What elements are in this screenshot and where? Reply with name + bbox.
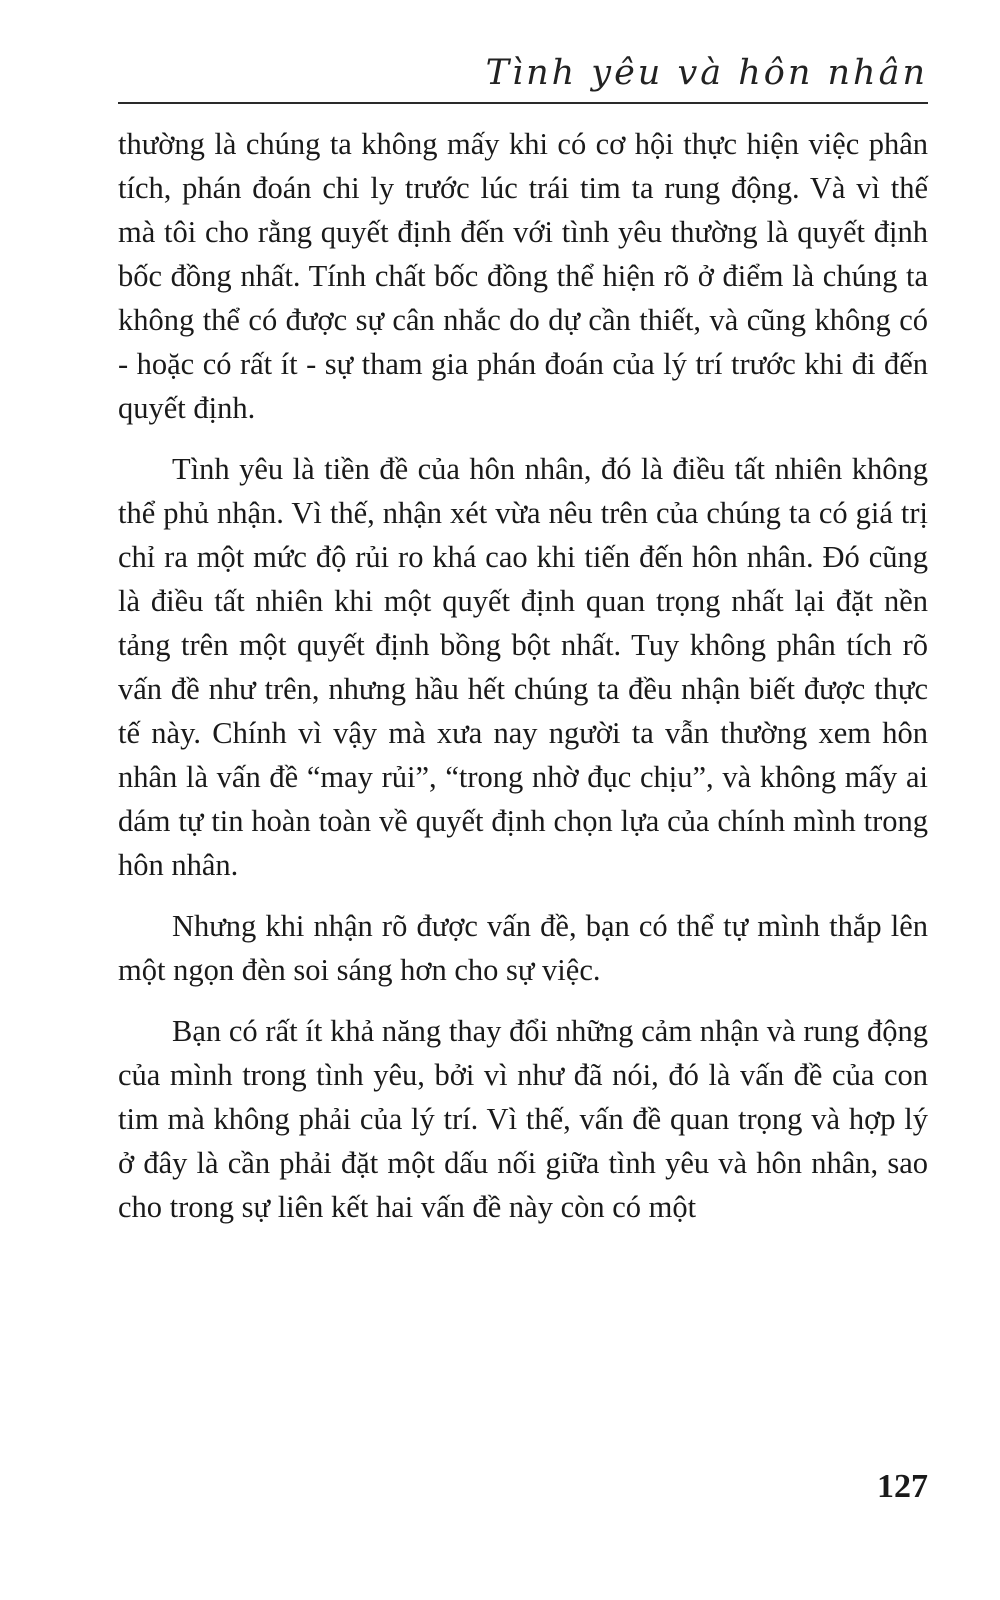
running-header-title: Tình yêu và hôn nhân (485, 53, 928, 93)
paragraph-4: Bạn có rất ít khả năng thay đổi những cảm nhận và rung động của mình trong tình yêu, bởi vì như đã nói, đó là vấn đề của con tim mà không phải của lý trí. Vì thế, vấn đề quan trọng và hợp lý ở đây là cần phải đặt một dấu nối giữa tình yêu và hôn nhân, sao cho trong sự liên kết hai vấn đề này còn có một (118, 1014, 928, 1224)
paragraph-1: thường là chúng ta không mấy khi có cơ hội thực hiện việc phân tích, phán đoán chi ly trước lúc trái tim ta rung động. Và vì thế mà tôi cho rằng quyết định đến với tình yêu thường là quyết định bốc đồng nhất. Tính chất bốc đồng thể hiện rõ ở điểm là chúng ta không thể có được sự cân nhắc do dự cần thiết, và cũng không có - hoặc có rất ít - sự tham gia phán đoán của lý trí trước khi đi đến quyết định. (118, 127, 928, 425)
running-header (118, 44, 928, 104)
paragraph-2: Tình yêu là tiền đề của hôn nhân, đó là điều tất nhiên không thể phủ nhận. Vì thế, nhận xét vừa nêu trên của chúng ta có giá trị chỉ ra một mức độ rủi ro khá cao khi tiến đến hôn nhân. Đó cũng là điều tất nhiên khi một quyết định quan trọng nhất lại đặt nền tảng trên một quyết định bồng bột nhất. Tuy không phân tích rõ vấn đề như trên, nhưng hầu hết chúng ta đều nhận biết được thực tế này. Chính vì vậy mà xưa nay người ta vẫn thường xem hôn nhân là vấn đề “may rủi”, “trong nhờ đục chịu”, và không mấy ai dám tự tin hoàn toàn về quyết định chọn lựa của chính mình trong hôn nhân. (118, 452, 928, 882)
paragraph-3: Nhưng khi nhận rõ được vấn đề, bạn có thể tự mình thắp lên một ngọn đèn soi sáng hơn cho sự việc. (118, 909, 928, 987)
body-text (118, 122, 928, 1246)
page-number: 127 (877, 1468, 928, 1505)
